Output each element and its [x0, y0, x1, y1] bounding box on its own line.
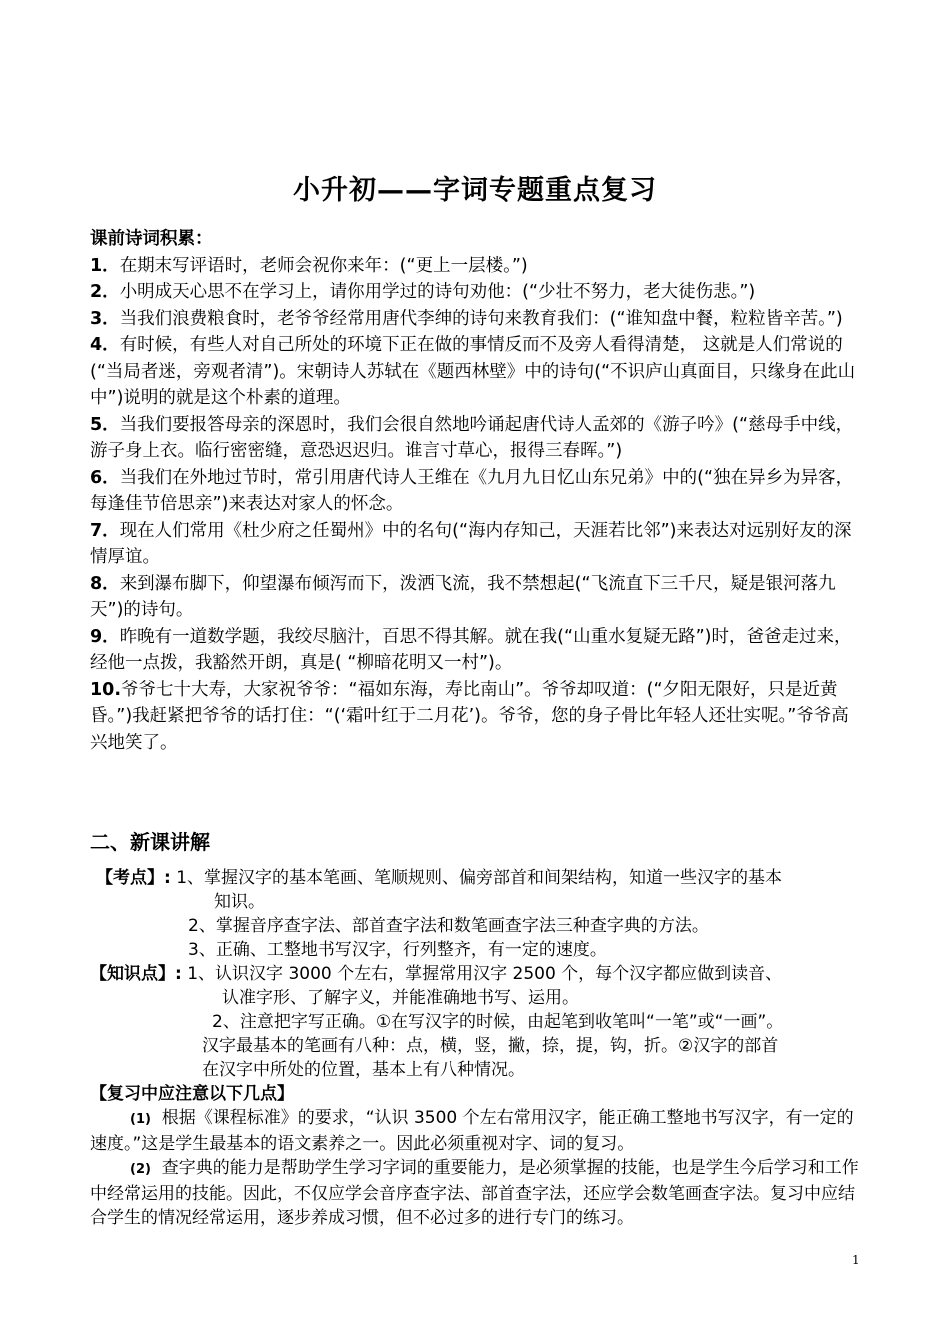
item-number: 4．: [90, 335, 120, 355]
poetry-item-4: [90, 332, 862, 412]
page-number: 1: [852, 1253, 860, 1267]
zhishi-line: 2、注意把字写正确。①在写汉字的时候，由起笔到收笔叫“一笔”或“一画”。: [212, 1012, 784, 1032]
kaodian-row-4: [90, 938, 866, 962]
zhishi-row-5: [90, 1058, 866, 1082]
zhishi-line: 1、认识汉字 3000 个左右，掌握常用汉字 2500 个，每个汉字都应做到读音、: [187, 964, 783, 984]
review-heading: 【复习中应注意以下几点】: [90, 1084, 294, 1104]
review-text: 查字典的能力是帮助学生学习字词的重要能力，是必须掌握的技能，也是学生今后学习和工作中经常运用的技能。因此，不仅应学会音序查字法、部首查字法，还应学会数笔画查字法。复习中应结合学生的情况经常运用，逐步养成习惯，但不必过多的进行专门的练习。: [90, 1158, 859, 1228]
zhishi-label: 【知识点】:: [90, 964, 182, 984]
kaodian-line: 2、掌握音序查字法、部首查字法和数笔画查字法三种查字典的方法。: [188, 916, 709, 936]
poetry-item-6: [90, 465, 862, 518]
poetry-item-3: [90, 306, 862, 333]
item-number: 7．: [90, 520, 120, 541]
zhishi-row-2: [90, 986, 866, 1010]
item-text: 当我们浪费粮食时，老爷爷经常用唐代李绅的诗句来教育我们：(“谁知盘中餐，粒粒皆辛苦。”): [119, 308, 843, 329]
kaodian-line: 知识。: [214, 892, 265, 912]
poetry-item-7: [90, 518, 862, 571]
item-number: 1．: [90, 255, 120, 276]
item-text: 在期末写评语时，老师会祝你来年：(“更上一层楼。”): [119, 255, 528, 276]
item-text: 当我们在外地过节时，常引用唐代诗人王维在《九月九日忆山东兄弟》中的(“独在异乡为异客，每逢佳节倍思亲”)来表达对家人的怀念。: [90, 467, 854, 514]
zhishi-line: 汉字最基本的笔画有八种：点，横，竖，撇，捺，提，钩，折。②汉字的部首: [202, 1036, 779, 1056]
kaodian-line: 3、正确、工整地书写汉字，行列整齐，有一定的速度。: [188, 940, 607, 960]
page-title: 小升初——字词专题重点复习: [293, 175, 657, 206]
item-number: 10.: [90, 679, 122, 700]
section-heading: 二、新课讲解: [90, 830, 210, 854]
item-text: 小明成天心思不在学习上，请你用学过的诗句劝他：(“少壮不努力，老大徒伤悲。”): [119, 282, 756, 302]
review-text: 根据《课程标准》的要求，“认识 3500 个左右常用汉字，能正确工整地书写汉字，有一定的速度。”这是学生最基本的语文素养之一。因此必须重视对字、词的复习。: [90, 1108, 854, 1154]
item-number: 6．: [90, 467, 120, 488]
item-text: 来到瀑布脚下，仰望瀑布倾泻而下，泼洒飞流，我不禁想起(“飞流直下三千尺，疑是银河落九天”)的诗句。: [90, 573, 836, 620]
item-text: 昨晚有一道数学题，我绞尽脑汁，百思不得其解。就在我(“山重水复疑无路”)时，爸爸走过来，经他一点拨，我豁然开朗，真是( “柳暗花明又一村”)。: [90, 626, 852, 673]
review-number: (2): [130, 1162, 151, 1177]
item-number: 2．: [90, 282, 120, 302]
poetry-heading: 课前诗词积累：: [90, 229, 213, 249]
zhishi-row-4: [90, 1034, 866, 1058]
kaodian-label: 【考点】:: [96, 868, 171, 888]
review-paragraph-1: [90, 1106, 866, 1156]
poetry-item-1: [90, 253, 862, 280]
kaodian-row-2: [90, 890, 866, 914]
item-text: 有时候，有些人对自己所处的环境下正在做的事情反而不及旁人看得清楚， 这就是人们常说的(“当局者迷，旁观者清”)。宋朝诗人苏轼在《题西林壁》中的诗句(“不识庐山真面目，只缘身在此山中”)说明的就是这个朴素的道理。: [90, 335, 856, 408]
review-paragraph-2: [90, 1156, 866, 1230]
item-number: 9．: [90, 626, 120, 647]
item-number: 5．: [90, 414, 120, 435]
item-text: 当我们要报答母亲的深恩时，我们会很自然地吟诵起唐代诗人孟郊的《游子吟》(“慈母手中线，游子身上衣。临行密密缝，意恐迟迟归。谁言寸草心，报得三春晖。”): [90, 414, 854, 461]
item-number: 8．: [90, 573, 120, 594]
item-text: 爷爷七十大寿，大家祝爷爷：“福如东海，寿比南山”。爷爷却叹道：(“夕阳无限好，只是近黄昏。”)我赶紧把爷爷的话打住：“(‘霜叶红于二月花’)。爷爷，您的身子骨比年轻人还壮实呢。”爷爷高兴地笑了。: [90, 679, 849, 753]
poetry-item-2: [90, 279, 862, 306]
zhishi-line: 在汉字中所处的位置，基本上有八种情况。: [202, 1060, 525, 1080]
poetry-item-8: [90, 571, 862, 624]
poetry-item-9: [90, 624, 862, 677]
poetry-section: [90, 226, 862, 756]
poetry-item-10: [90, 677, 862, 757]
zhishi-line: 认准字形、了解字义，并能准确地书写、运用。: [222, 988, 579, 1008]
kaodian-block: [90, 866, 866, 1230]
review-number: (1): [130, 1112, 151, 1127]
item-text: 现在人们常用《杜少府之任蜀州》中的名句(“海内存知己，天涯若比邻”)来表达对远别好友的深情厚谊。: [90, 520, 852, 567]
item-number: 3．: [90, 308, 120, 329]
kaodian-row-1: [90, 866, 866, 890]
zhishi-row-1: [90, 962, 866, 986]
zhishi-row-3: [90, 1010, 866, 1034]
kaodian-line: 1、掌握汉字的基本笔画、笔顺规则、偏旁部首和间架结构，知道一些汉字的基本: [176, 868, 783, 888]
poetry-item-5: [90, 412, 862, 465]
kaodian-row-3: [90, 914, 866, 938]
